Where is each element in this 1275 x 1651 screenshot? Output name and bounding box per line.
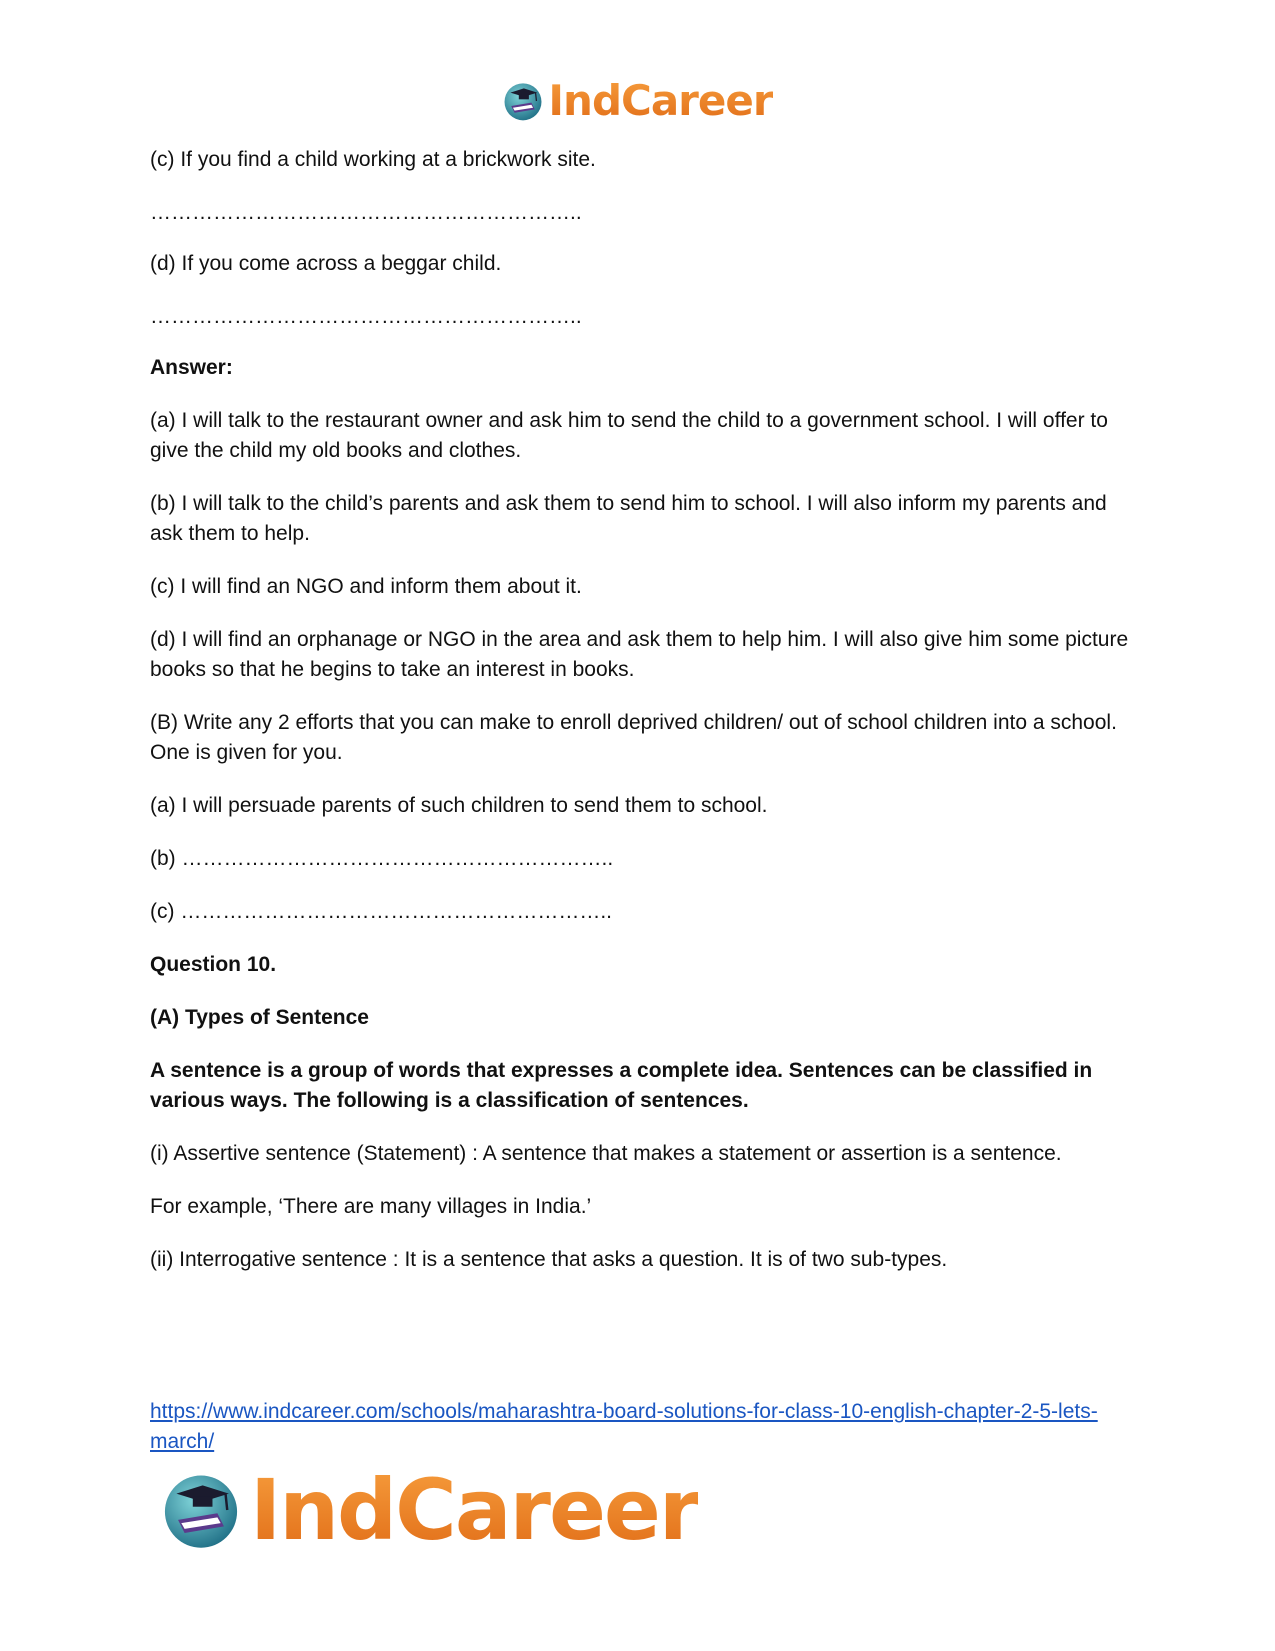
example-sentence: For example, ‘There are many villages in India.’ [150,1195,592,1218]
sentence-definition: A sentence is a group of words that expresses a complete idea. Sentences can be classified in various ways. The following is a classification of sentences. [150,1059,1093,1112]
part-b-prompt: (B) Write any 2 efforts that you can make to enroll deprived children/ out of school children into a school. One is given for you. [150,711,1117,764]
answer-a: (a) I will talk to the restaurant owner and ask him to send the child to a government school. I will offer to give the child my old books and clothes. [150,409,1108,462]
question-10-heading: Question 10. [150,953,277,976]
interrogative-sentence: (ii) Interrogative sentence : It is a sentence that asks a question. It is of two sub-types. [150,1248,948,1271]
document-body [150,145,1140,1298]
answer-blank-c: …………………………………………………….. [150,201,582,224]
effort-a: (a) I will persuade parents of such children to send them to school. [150,794,768,817]
source-link-block [150,1397,1140,1457]
effort-c: (c) …………………………………………………….. [150,900,612,923]
question-c: (c) If you find a child working at a brickwork site. [150,148,596,171]
answer-b: (b) I will talk to the child’s parents and ask them to send him to school. I will also inform my parents and ask them to help. [150,492,1107,545]
answer-blank-d: …………………………………………………….. [150,305,582,328]
indcareer-logo [502,76,773,125]
logo-text-large: IndCareer [250,1461,699,1559]
graduation-cap-book-globe-icon [160,1469,242,1551]
effort-b: (b) …………………………………………………….. [150,847,614,870]
graduation-cap-book-globe-icon [502,80,544,122]
header-logo [0,76,1275,125]
logo-text: IndCareer [548,76,773,125]
source-link[interactable]: https://www.indcareer.com/schools/maharashtra-board-solutions-for-class-10-english-chapter-2-5-lets-march/ [150,1400,1098,1453]
indcareer-logo-large [160,1461,699,1559]
types-of-sentence-heading: (A) Types of Sentence [150,1006,369,1029]
assertive-sentence: (i) Assertive sentence (Statement) : A sentence that makes a statement or assertion is a sentence. [150,1142,1062,1165]
answer-c: (c) I will find an NGO and inform them about it. [150,575,582,598]
question-d: (d) If you come across a beggar child. [150,252,502,275]
answer-label: Answer: [150,356,233,379]
footer-logo [160,1461,699,1559]
answer-d: (d) I will find an orphanage or NGO in the area and ask them to help him. I will also give him some picture books so that he begins to take an interest in books. [150,628,1129,681]
